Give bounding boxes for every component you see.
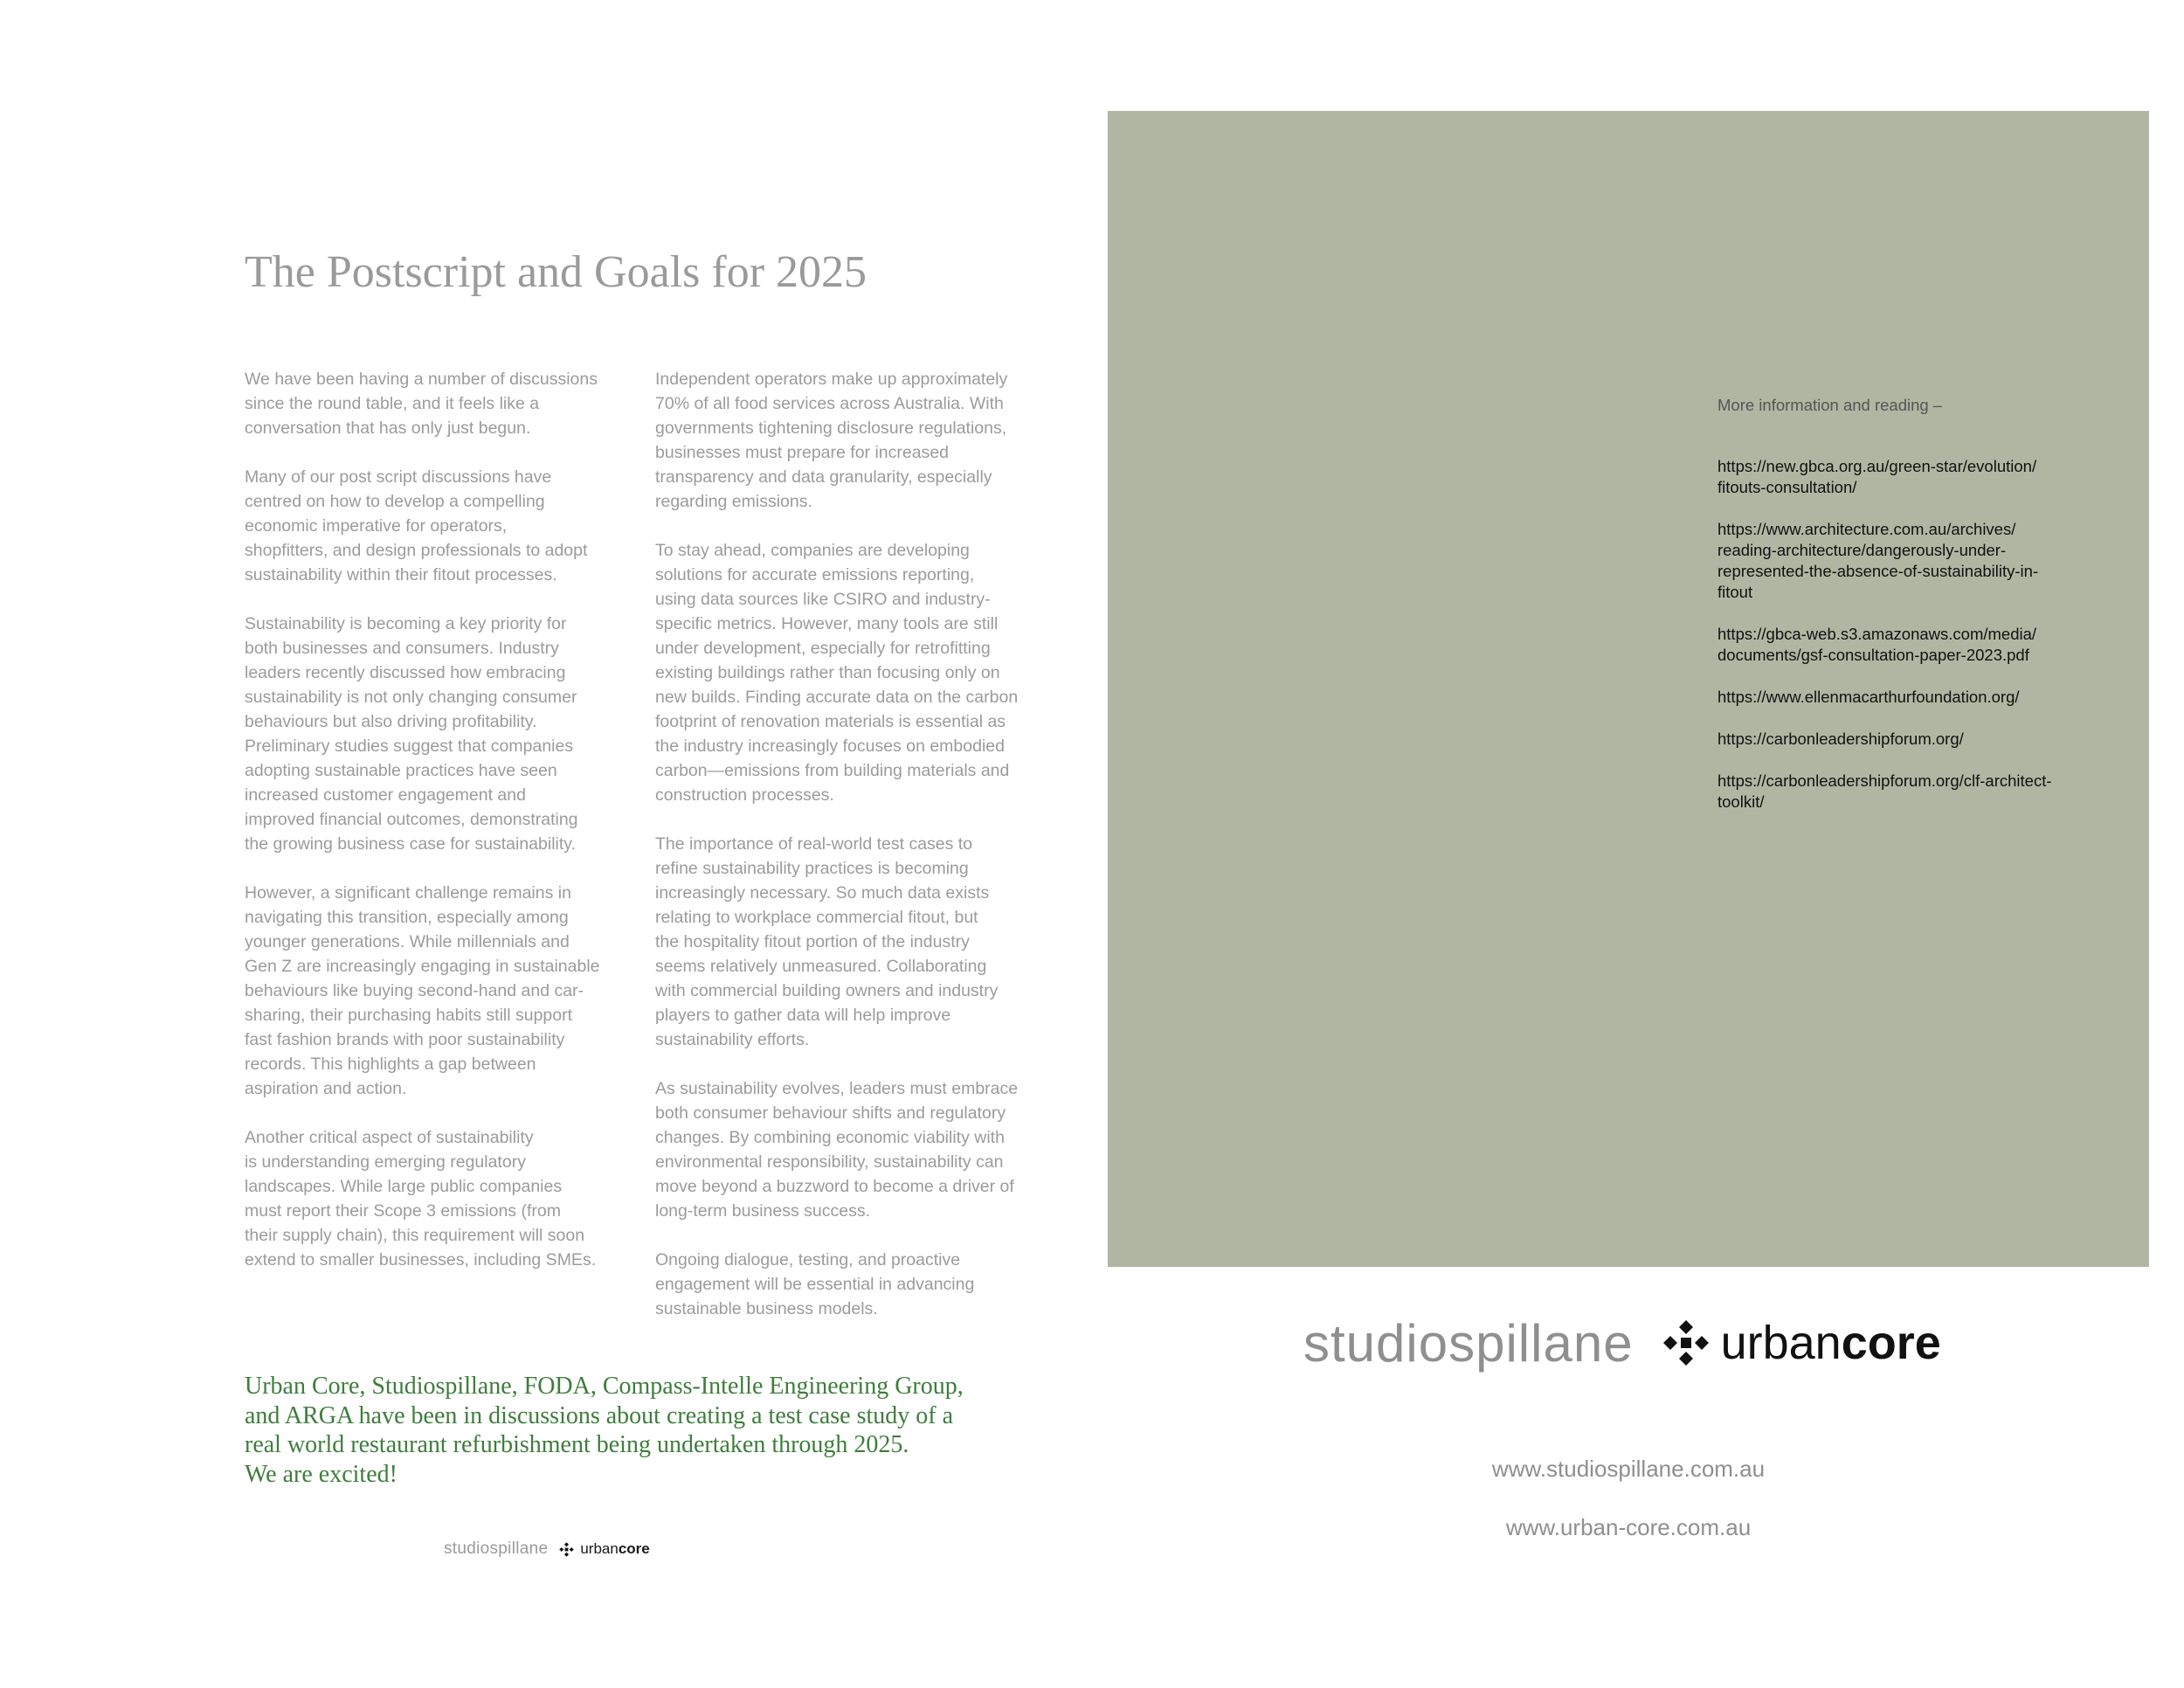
paragraph: As sustainability evolves, leaders must embrace both consumer behaviour shifts and regulatory changes. By combining economic viability with environmental responsibility, sustainability can move beyond a buzzword to become a driver of long-term business success. xyxy=(655,1079,1019,1221)
studiospillane-logo: studiospillane xyxy=(1303,1313,1634,1373)
paragraph: To stay ahead, companies are developing solutions for accurate emissions reporting, using data sources like CSIRO and industry- specific metrics. However, many tools are still under development, especially for retrofitting existing buildings rather than focusing only on new builds. Finding accurate data on the carbon footprint of renovation materials is essential as the industry increasingly focuses on embodied carbon—emissions from building materials and construction processes. xyxy=(655,541,1019,805)
paragraph: Sustainability is becoming a key priority for both businesses and consumers. Industry leaders recently discussed how embracing sustainability is not only changing consumer behaviours but also driving profitability. Preliminary studies suggest that companies adopting sustainable practices have seen increased customer engagement and improved financial outcomes, demonstrating the growing business case for sustainability. xyxy=(245,614,578,854)
urbancore-logo: urbancore xyxy=(580,1540,650,1557)
reading-list xyxy=(1717,395,2102,834)
reading-heading: More information and reading – xyxy=(1717,396,1943,414)
reading-link[interactable]: https://carbonleadershipforum.org/ xyxy=(1717,730,1964,748)
reading-link[interactable]: https://www.ellenmacarthurfoundation.org/ xyxy=(1717,688,2020,706)
reading-link[interactable]: https://new.gbca.org.au/green-star/evolution/ fitouts-consultation/ xyxy=(1717,457,2037,496)
urbancore-mark-icon xyxy=(1660,1317,1712,1369)
callout-text: Urban Core, Studiospillane, FODA, Compass-Intelle Engineering Group, and ARGA have been in discussions about creating a test case study of a real world restaurant refurbishment being undertaken through 2025. We are excited! xyxy=(245,1373,964,1488)
page-title: The Postscript and Goals for 2025 xyxy=(245,247,867,297)
reading-link[interactable]: https://www.architecture.com.au/archives/ reading-architecture/dangerously-under- represented-the-absence-of-sustainability-in- fitout xyxy=(1717,520,2039,601)
left-text-column xyxy=(245,367,629,1297)
urbancore-website-link[interactable]: www.urban-core.com.au xyxy=(1505,1514,1752,1540)
paragraph: We have been having a number of discussions since the round table, and it feels like a conversation that has only just begun. xyxy=(245,370,598,438)
urbancore-mark-icon xyxy=(558,1541,575,1558)
paragraph: However, a significant challenge remains in navigating this transition, especially among younger generations. While millennials and Gen Z are increasingly engaging in sustainable behaviours like buying second-hand and car- sharing, their purchasing habits still support fast fashion brands with poor sustainability records. This highlights a gap between aspiration and action. xyxy=(245,883,600,1098)
paragraph: Independent operators make up approximately 70% of all food services across Australia. With governments tightening disclosure regulations, businesses must prepare for increased transparency and data granularity, especially regarding emissions. xyxy=(655,370,1008,511)
urbancore-logo: urbancore xyxy=(1720,1317,1941,1369)
studiospillane-website-link[interactable]: www.studiospillane.com.au xyxy=(1491,1456,1766,1482)
paragraph: Ongoing dialogue, testing, and proactive engagement will be essential in advancing sustainable business models. xyxy=(655,1250,975,1318)
reading-link[interactable]: https://gbca-web.s3.amazonaws.com/media/ documents/gsf-consultation-paper-2023.pdf xyxy=(1717,625,2037,664)
studiospillane-logo: studiospillane xyxy=(444,1539,549,1558)
paragraph: The importance of real-world test cases to refine sustainability practices is becoming increasingly necessary. So much data exists relating to workplace commercial fitout, but the hospitality fitout portion of the industry seems relatively unmeasured. Collaborating with commercial building owners and industry players to gather data will help improve sustainability efforts. xyxy=(655,834,999,1049)
footer-logos-large xyxy=(1303,1312,1941,1373)
footer-logos-small xyxy=(444,1537,650,1561)
paragraph: Many of our post script discussions have centred on how to develop a compelling economic imperative for operators, shopfitters, and design professionals to adopt sustainability within their fitout processes. xyxy=(245,467,588,585)
right-text-column xyxy=(655,367,1040,1346)
reading-link[interactable]: https://carbonleadershipforum.org/clf-architect- toolkit/ xyxy=(1717,771,2052,811)
paragraph: Another critical aspect of sustainability is understanding emerging regulatory landscapes. While large public companies must report their Scope 3 emissions (from their supply chain), this requirement will soon extend to smaller businesses, including SMEs. xyxy=(245,1128,597,1269)
